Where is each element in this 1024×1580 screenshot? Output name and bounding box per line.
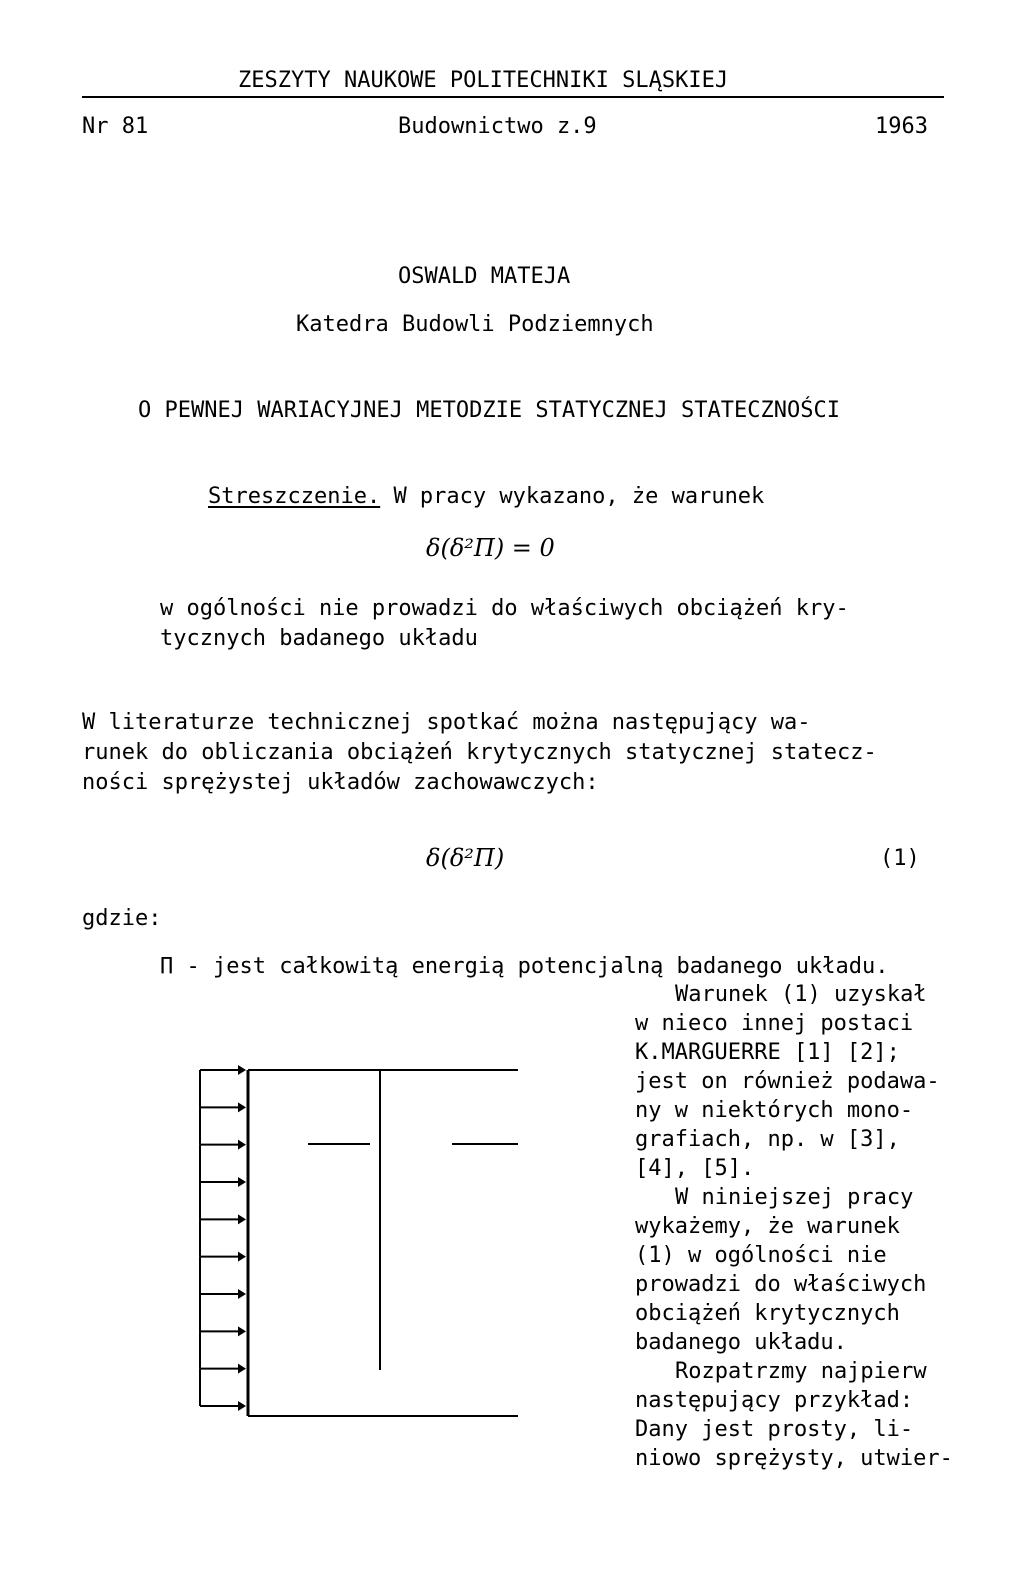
structure-figure: [196, 1060, 536, 1430]
paper-title: O PEWNEJ WARIACYJNEJ METODZIE STATYCZNEJ STATECZNOŚCI: [138, 398, 840, 423]
right-col-line: niowo sprężysty, utwier-: [635, 1446, 953, 1471]
right-col-line: ny w niektórych mono-: [635, 1098, 914, 1123]
author-name: OSWALD MATEJA: [398, 264, 571, 289]
abstract-line3: tycznych badanego układu: [160, 626, 478, 651]
right-col-line: w nieco innej postaci: [635, 1011, 914, 1036]
right-col-line: K.MARGUERRE [1] [2];: [635, 1040, 900, 1065]
load-arrowhead: [238, 1065, 246, 1075]
load-arrowhead: [238, 1214, 246, 1224]
issue-number: Nr 81: [82, 114, 149, 139]
right-col-line: obciążeń krytycznych: [635, 1301, 900, 1326]
abstract-line2: w ogólności nie prowadzi do właściwych obciążeń kry-: [160, 596, 849, 621]
load-arrowhead: [238, 1289, 246, 1299]
right-col-line: następujący przykład:: [635, 1388, 914, 1413]
load-arrows: [200, 1065, 246, 1411]
load-arrowhead: [238, 1364, 246, 1374]
right-col-line: W niniejszej pracy: [675, 1185, 914, 1210]
load-arrowhead: [238, 1140, 246, 1150]
series-label: Budownictwo z.9: [398, 114, 597, 139]
definition-line: Π - jest całkowitą energią potencjalną badanego układu.: [160, 954, 889, 979]
right-col-line: badanego układu.: [635, 1330, 847, 1355]
body-line-3: ności sprężystej układów zachowawczych:: [82, 770, 599, 795]
body-line-2: runek do obliczania obciążeń krytycznych statycznej statecz-: [82, 740, 877, 765]
load-arrowhead: [238, 1102, 246, 1112]
where-label: gdzie:: [82, 906, 162, 931]
right-col-line: grafiach, np. w [3],: [635, 1127, 900, 1152]
right-col-line: Warunek (1) uzyskał: [675, 982, 927, 1007]
right-col-line: [4], [5].: [635, 1156, 755, 1181]
journal-title: ZESZYTY NAUKOWE POLITECHNIKI SLĄSKIEJ: [238, 68, 729, 93]
equation-number: (1): [880, 846, 920, 871]
abstract-label: Streszczenie.: [208, 484, 381, 509]
right-col-line: Dany jest prosty, li-: [635, 1417, 914, 1442]
year: 1963: [875, 114, 928, 139]
load-arrowhead: [238, 1401, 246, 1411]
right-col-line: Rozpatrzmy najpierw: [675, 1359, 927, 1384]
load-arrowhead: [238, 1177, 246, 1187]
right-col-line: prowadzi do właściwych: [635, 1272, 927, 1297]
abstract: [208, 482, 764, 512]
load-arrowhead: [238, 1326, 246, 1336]
abstract-formula: δ(δ²Π) = 0: [426, 534, 555, 562]
affiliation: Katedra Budowli Podziemnych: [296, 312, 654, 337]
header-rule: [82, 96, 944, 98]
right-col-line: (1) w ogólności nie: [635, 1243, 887, 1268]
load-arrowhead: [238, 1252, 246, 1262]
right-col-line: wykażemy, że warunek: [635, 1214, 900, 1239]
abstract-line1: W pracy wykazano, że warunek: [393, 484, 765, 509]
body-line-1: W literaturze technicznej spotkać można następujący wa-: [82, 710, 811, 735]
equation-1: δ(δ²Π): [426, 844, 505, 872]
right-col-line: jest on również podawa-: [635, 1069, 940, 1094]
